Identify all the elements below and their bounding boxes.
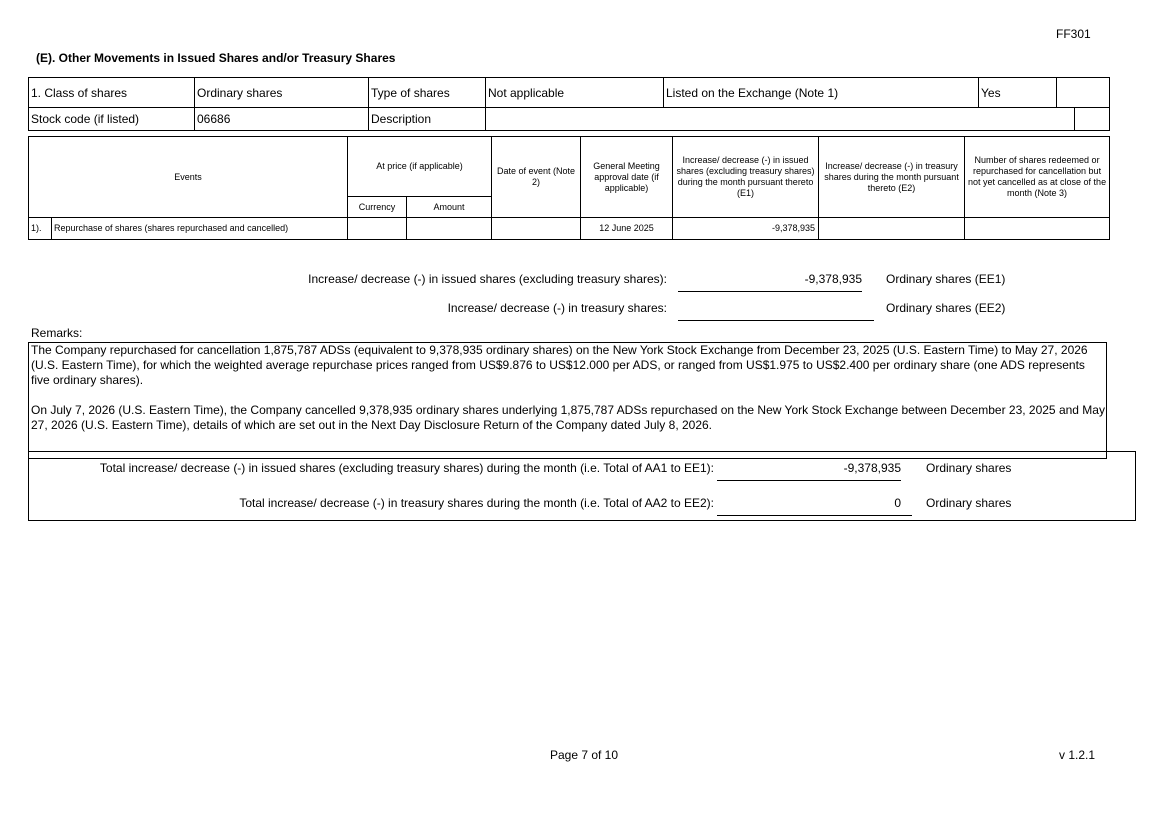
total-issued-unit: Ordinary shares — [926, 461, 1012, 475]
events-table — [28, 136, 1110, 240]
col-currency: Currency — [348, 197, 407, 218]
row-date — [492, 218, 581, 240]
stock-code-value: 06686 — [195, 108, 369, 131]
ee2-value — [678, 301, 874, 321]
listed-extra — [1057, 78, 1110, 108]
description-extra — [1075, 108, 1110, 131]
stock-code-label: Stock code (if listed) — [29, 108, 195, 131]
share-class-table — [28, 77, 1110, 131]
total-treasury-label: Total increase/ decrease (-) in treasury shares during the month (i.e. Total of AA2 to EE2): — [239, 496, 714, 510]
description-label: Description — [369, 108, 486, 131]
row-currency — [348, 218, 407, 240]
ee1-label: Increase/ decrease (-) in issued shares (excluding treasury shares): — [308, 272, 667, 286]
table-row — [29, 218, 1110, 240]
listed-label: Listed on the Exchange (Note 1) — [664, 78, 979, 108]
row-number: 1). — [29, 218, 52, 240]
form-code: FF301 — [1056, 27, 1091, 41]
remarks-paragraph-2: On July 7, 2026 (U.S. Eastern Time), the Company cancelled 9,378,935 ordinary shares underlying 1,875,787 ADSs repurchased on the New York Stock Exchange between December 23, 2025 and May 27, 2026 (U.S. Eastern Time), details of which are set out in the Next Day Disclosure Return of the Company dated July 8, 2026. — [31, 403, 1105, 432]
col-e2: Increase/ decrease (-) in treasury shares during the month pursuant thereto (E2) — [819, 137, 965, 218]
ee2-label: Increase/ decrease (-) in treasury shares: — [447, 301, 667, 315]
total-issued-value: -9,378,935 — [717, 461, 901, 481]
row-note3 — [965, 218, 1110, 240]
col-date: Date of event (Note 2) — [492, 137, 581, 218]
row-gm-date: 12 June 2025 — [581, 218, 673, 240]
class-label: 1. Class of shares — [29, 78, 195, 108]
row-e2 — [819, 218, 965, 240]
col-note3: Number of shares redeemed or repurchased for cancellation but not yet cancelled as at close of the month (Note 3) — [965, 137, 1110, 218]
ee2-unit: Ordinary shares (EE2) — [886, 301, 1006, 315]
ee1-unit: Ordinary shares (EE1) — [886, 272, 1006, 286]
version-label: v 1.2.1 — [1059, 748, 1096, 762]
ee1-value: -9,378,935 — [678, 272, 862, 292]
class-value: Ordinary shares — [195, 78, 369, 108]
remarks-label: Remarks: — [31, 326, 83, 340]
col-amount: Amount — [407, 197, 492, 218]
row-event: Repurchase of shares (shares repurchased and cancelled) — [52, 218, 348, 240]
row-e1: -9,378,935 — [673, 218, 819, 240]
page-number: Page 7 of 10 — [549, 748, 619, 762]
remarks-paragraph-1: The Company repurchased for cancellation 1,875,787 ADSs (equivalent to 9,378,935 ordinary shares) on the New York Stock Exchange from December 23, 2025 (U.S. Eastern Time) to May 27, 2026 (U.S. Eastern Time), for which the weighted average repurchase prices ranged from US$9.876 to US$12.000 per ADS, or ranged from US$1.975 to US$2.400 per ordinary share (one ADS represents five ordinary shares). — [31, 343, 1088, 387]
col-price: At price (if applicable) — [348, 137, 492, 197]
type-value: Not applicable — [486, 78, 664, 108]
col-gm-date: General Meeting approval date (if applicable) — [581, 137, 673, 218]
row-amount — [407, 218, 492, 240]
type-label: Type of shares — [369, 78, 486, 108]
col-e1: Increase/ decrease (-) in issued shares (excluding treasury shares) during the month pursuant thereto (E1) — [673, 137, 819, 218]
section-title: (E). Other Movements in Issued Shares and/or Treasury Shares — [36, 51, 396, 65]
listed-value: Yes — [979, 78, 1057, 108]
col-events: Events — [29, 137, 348, 218]
total-treasury-unit: Ordinary shares — [926, 496, 1012, 510]
total-issued-label: Total increase/ decrease (-) in issued shares (excluding treasury shares) during the month (i.e. Total of AA1 to EE1): — [99, 461, 714, 475]
total-treasury-value: 0 — [717, 496, 912, 516]
remarks-box — [28, 342, 1107, 459]
description-value — [486, 108, 1075, 131]
